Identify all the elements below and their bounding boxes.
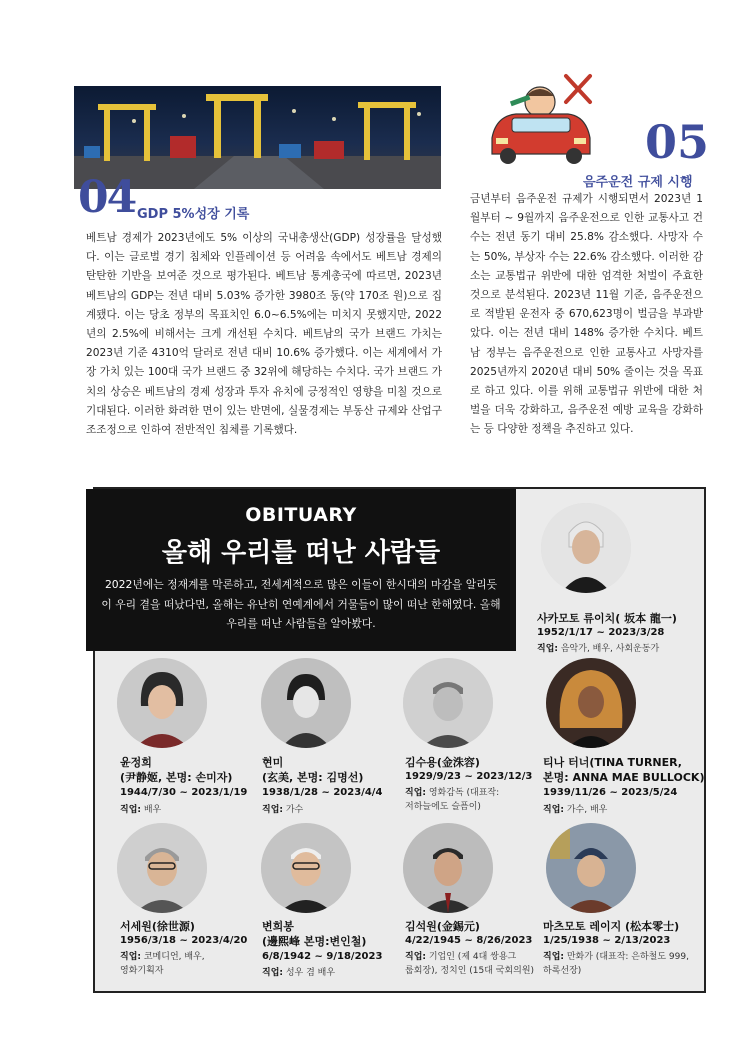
person-name: 김수용(金洙容) <box>405 756 480 769</box>
job-value: 음악가, 배우, 사회운동가 <box>558 644 660 654</box>
portrait-seo-se-won <box>117 823 207 913</box>
job-value: 기업인 (제 4대 쌍용그 룹회장), 정치인 (15대 국회의원) <box>405 952 535 976</box>
section-05-title: 음주운전 규제 시행 <box>583 175 693 190</box>
portrait-kim-soo-yong <box>403 658 493 748</box>
section-05-number: 05 <box>645 115 710 169</box>
job-label: 직업: <box>543 952 564 962</box>
person-job <box>262 803 303 817</box>
job-label: 직업: <box>543 805 564 815</box>
section-04-number: 04 <box>78 172 136 223</box>
job-label: 직업: <box>120 952 141 962</box>
job-label: 직업: <box>405 952 426 962</box>
job-value: 영화감독 (대표작: 저하늘에도 슬픔이) <box>405 788 500 812</box>
person-name: 사카모토 류이치( 坂本 龍一) <box>537 612 677 625</box>
person-name: 윤정희 (尹静姬, 본명: 손미자) <box>120 756 233 784</box>
person-name: 마츠모토 레이지 (松本零士) <box>543 920 680 933</box>
job-label: 직업: <box>537 644 558 654</box>
person-job <box>537 642 659 656</box>
person-dates: 1956/3/18 ~ 2023/4/20 <box>120 935 248 946</box>
person-job <box>543 950 689 978</box>
job-label: 직업: <box>405 788 426 798</box>
person-dates: 6/8/1942 ~ 9/18/2023 <box>262 951 383 962</box>
person-name: 김석원(金錫元) <box>405 920 480 933</box>
person-dates: 1939/11/26 ~ 2023/5/24 <box>543 787 678 798</box>
person-name: 변희봉 (邊熙峰 본명:변인철) <box>262 920 367 948</box>
job-value: 코메디언, 배우, 영화기획자 <box>120 952 205 976</box>
person-job <box>120 803 161 817</box>
person-job <box>405 786 499 814</box>
portrait-kim-seok-won <box>403 823 493 913</box>
portrait-tina-turner <box>546 658 636 748</box>
section-04-title: GDP 5%성장 기록 <box>137 207 250 222</box>
person-dates: 1938/1/28 ~ 2023/4/4 <box>262 787 383 798</box>
obituary-title: 올해 우리를 떠난 사람들 <box>161 538 441 568</box>
section-05-paragraph: 금년부터 음주운전 규제가 시행되면서 2023년 1월부터 ~ 9월까지 음주운전으로 인한 교통사고 건수는 전년 동기 대비 25.8% 감소했다. 사망자 수는 50%, 부상자 수는 22.6% 감소했다. 이러한 감소는 교통법규 위반에 대한 엄격한 처벌이 주효한 것으로 분석된다. 2023년 11월 기준, 음주운전으로 적발된 운전자 중 670,623명이 벌금을 부과받았다. 이는 전년 대비 148% 증가한 수치다. 베트남 정부는 음주운전으로 인한 교통사고 사망자를 2025년까지 2020년 대비 50% 줄이는 것을 목표로 하고 있다. 이를 위해 교통법규 위반에 대한 처벌을 더욱 강화하고, 음주운전 예방 교육을 강화하는 등 다양한 정책을 추진하고 있다. <box>470 193 703 436</box>
portrait-sakamoto <box>541 503 631 593</box>
portrait-matsumoto-leiji <box>546 823 636 913</box>
job-value: 배우 <box>141 805 162 815</box>
job-label: 직업: <box>262 805 283 815</box>
portrait-yoon-jeong-hee <box>117 658 207 748</box>
obituary-intro: 2022년에는 정재계를 막론하고, 전세계적으로 많은 이들이 한시대의 마감을 알리듯이 우리 곁을 떠났다면, 올해는 유난히 연예계에서 거물들이 많이 떠난 한해였다. 올해 우리를 떠난 사람들을 알아봤다. <box>101 578 501 630</box>
person-name: 현미 (玄美, 본명: 김명선) <box>262 756 364 784</box>
person-name: 서세원(徐世源) <box>120 920 195 933</box>
person-job <box>120 950 205 978</box>
section-04-body <box>86 229 442 440</box>
portrait-hyun-mi <box>261 658 351 748</box>
obituary-label: OBITUARY <box>245 504 357 526</box>
person-job <box>262 966 335 980</box>
section-04-paragraph: 베트남 경제가 2023년에도 5% 이상의 국내총생산(GDP) 성장률을 달성했다. 이는 글로벌 경기 침체와 인플레이션 등 어려움 속에서도 베트남 경제의 탄탄한 기반을 보여준 것으로 평가된다. 베트남 통계총국에 따르면, 2023년 베트남의 GDP는 전년 대비 5.03% 증가한 3980조 동(약 170조 원)으로 집계됐다. 이는 당초 정부의 목표치인 6.0~6.5%에는 미치지 못했지만, 2022년의 2.5%에 비해서는 크게 개선된 수치다. 베트남의 국가 브랜드 가치는 2023년 기준 4310억 달러로 전년 대비 10.6% 증가했다. 이는 세계에서 가장 가치 있는 100대 국가 브랜드 중 32위에 해당하는 수치다. 국가 브랜드 가치의 상승은 베트남의 경제 성장과 투자 유치에 긍정적인 영향을 미칠 것으로 기대된다. 이러한 화려한 면이 있는 반면에, 실물경제는 부동산 규제와 산업구조조정으로 인하여 전반적인 침체를 기록했다. <box>86 232 442 437</box>
job-value: 만화가 (대표작: 은하철도 999, 하록선장) <box>543 952 689 976</box>
job-value: 가수, 배우 <box>564 805 608 815</box>
person-job <box>543 803 607 817</box>
job-label: 직업: <box>262 968 283 978</box>
person-dates: 1944/7/30 ~ 2023/1/19 <box>120 787 248 798</box>
person-job <box>405 950 534 978</box>
job-value: 성우 겸 배우 <box>283 968 336 978</box>
person-dates: 1929/9/23 ~ 2023/12/3 <box>405 771 533 782</box>
person-name: 티나 터너(TINA TURNER, 본명: ANNA MAE BULLOCK) <box>543 756 705 784</box>
portrait-byun-hee-bong <box>261 823 351 913</box>
job-value: 가수 <box>283 805 304 815</box>
job-label: 직업: <box>120 805 141 815</box>
person-dates: 4/22/1945 ~ 8/26/2023 <box>405 935 533 946</box>
person-dates: 1952/1/17 ~ 2023/3/28 <box>537 627 665 638</box>
drunk-driving-illustration <box>486 68 598 172</box>
section-05-body <box>470 190 703 440</box>
person-dates: 1/25/1938 ~ 2/13/2023 <box>543 935 671 946</box>
